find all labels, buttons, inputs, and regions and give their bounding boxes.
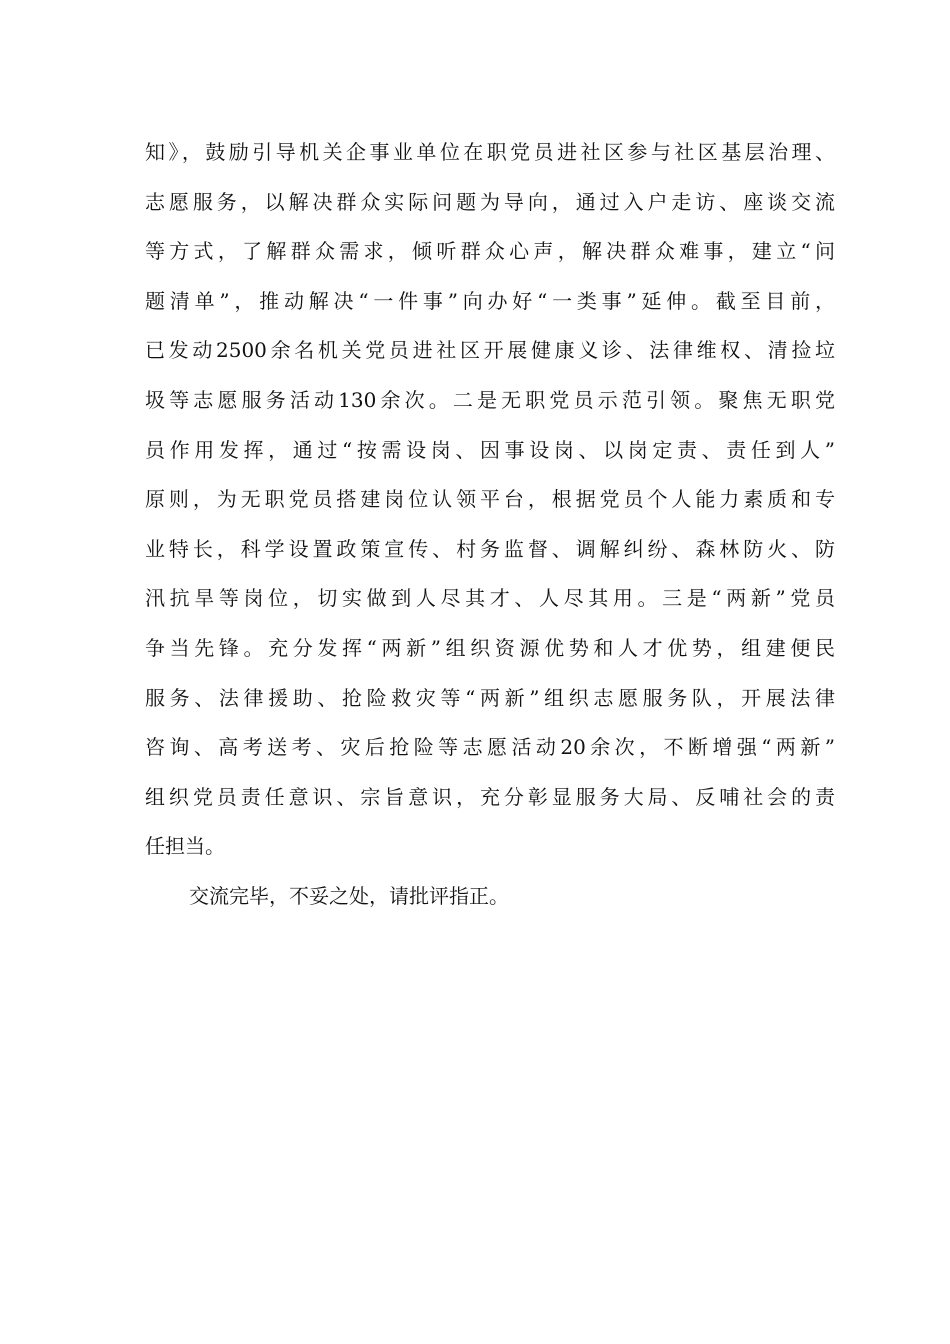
paragraph-line-10: 汛抗旱等岗位，切实做到人尽其才、人尽其用。三是“两新”党员 [145,586,835,611]
paragraph-line-3: 等方式，了解群众需求，倾听群众心声，解决群众难事，建立“问 [145,239,835,264]
paragraph-line-5: 已发动2500余名机关党员进社区开展健康义诊、法律维权、清捡垃 [145,338,835,363]
paragraph-line-15: 任担当。 [145,834,225,859]
paragraph-line-13: 咨询、高考送考、灾后抢险等志愿活动20余次，不断增强“两新” [145,735,835,760]
paragraph-line-2: 志愿服务，以解决群众实际问题为导向，通过入户走访、座谈交流 [145,189,835,214]
paragraph-line-6: 圾等志愿服务活动130余次。二是无职党员示范引领。聚焦无职党 [145,387,835,412]
paragraph-line-9: 业特长，科学设置政策宣传、村务监督、调解纠纷、森林防火、防 [145,536,835,561]
body-text [145,128,835,922]
closing-line: 交流完毕，不妥之处，请批评指正。 [189,883,509,908]
paragraph-line-11: 争当先锋。充分发挥“两新”组织资源优势和人才优势，组建便民 [145,635,835,660]
paragraph-line-14: 组织党员责任意识、宗旨意识，充分彰显服务大局、反哺社会的责 [145,784,835,809]
paragraph-line-1: 知》，鼓励引导机关企事业单位在职党员进社区参与社区基层治理、 [145,140,835,164]
paragraph-line-4: 题清单”，推动解决“一件事”向办好“一类事”延伸。截至目前， [145,288,835,313]
paragraph-line-12: 服务、法律援助、抢险救灾等“两新”组织志愿服务队，开展法律 [145,685,835,710]
paragraph-line-8: 原则，为无职党员搭建岗位认领平台，根据党员个人能力素质和专 [145,487,835,512]
paragraph-line-7: 员作用发挥，通过“按需设岗、因事设岗、以岗定责、责任到人” [145,437,835,462]
